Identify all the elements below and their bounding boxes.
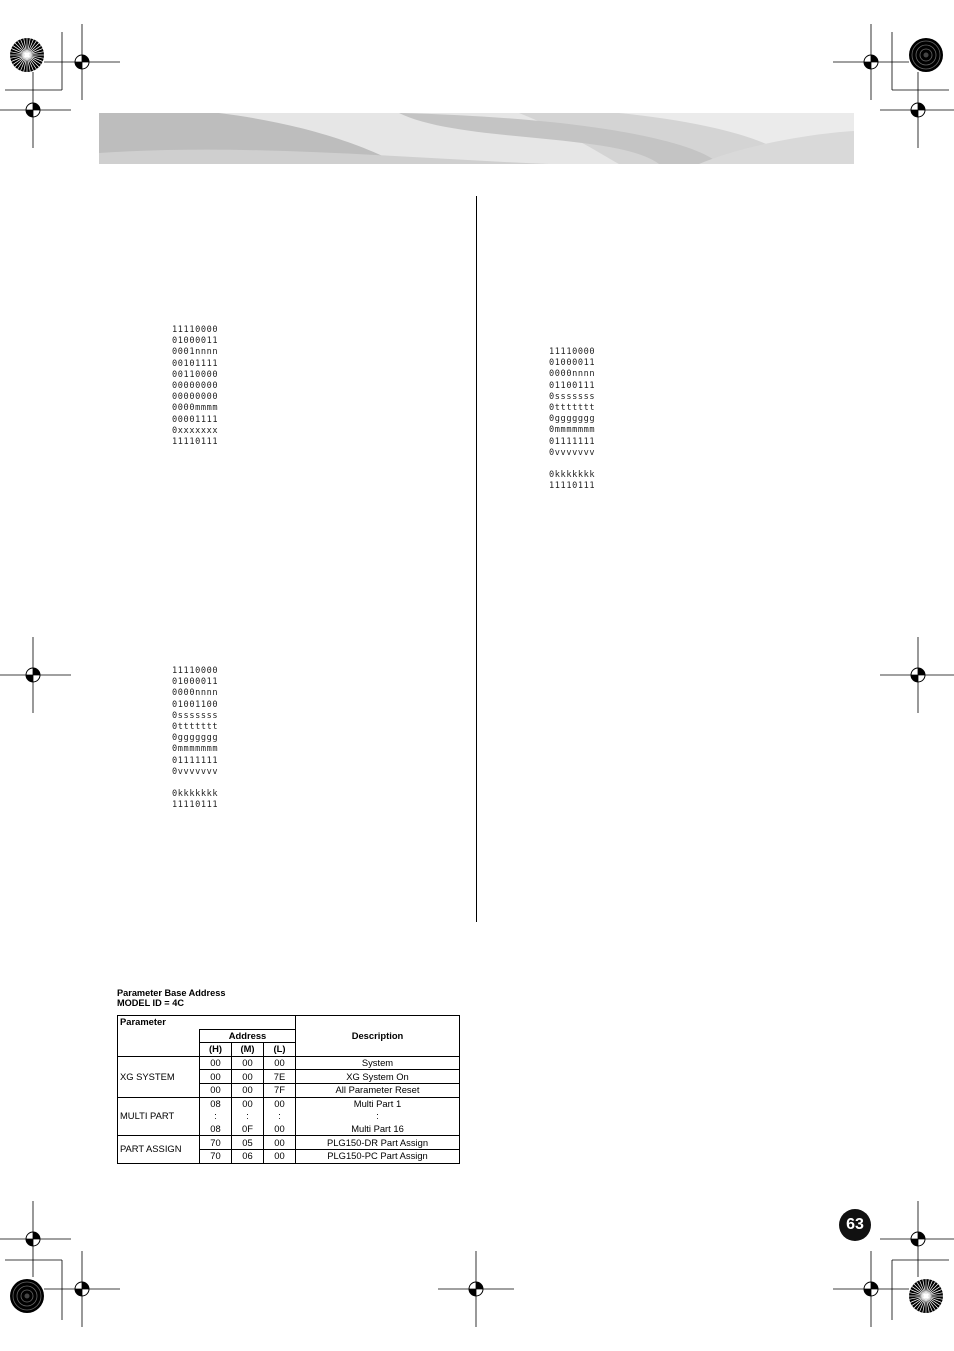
cell-m: 00 <box>232 1097 264 1110</box>
sysex-line: 0mmmmmmm <box>172 744 219 755</box>
registration-starburst-icon <box>909 1279 943 1313</box>
table-header-row <box>118 1016 460 1030</box>
sysex-line: 0kkkkkkk <box>172 789 219 800</box>
registration-rings-icon <box>909 38 943 72</box>
cell-h: 08 <box>200 1097 232 1110</box>
registration-target-icon <box>0 1201 71 1277</box>
table-row <box>118 1097 460 1110</box>
header-l: (L) <box>264 1043 296 1057</box>
sysex-line: 01000011 <box>549 358 596 369</box>
sysex-line <box>549 459 595 470</box>
sysex-block-1 <box>172 325 218 448</box>
registration-target-icon <box>880 1201 954 1277</box>
sysex-line: 11110000 <box>172 666 219 676</box>
cell-l: 00 <box>264 1123 296 1136</box>
parameter-base-address-table <box>117 1015 460 1164</box>
registration-rings-icon <box>10 1279 44 1313</box>
header-parameter: Parameter <box>118 1016 296 1030</box>
cell-desc: Multi Part 1 <box>296 1097 460 1110</box>
cell-desc: PLG150-DR Part Assign <box>296 1136 460 1150</box>
registration-target-icon <box>0 72 71 148</box>
registration-target-icon <box>833 24 909 100</box>
registration-target-icon <box>0 637 71 713</box>
sysex-line: 0000nnnn <box>172 688 219 699</box>
sysex-line: 01000011 <box>172 336 219 347</box>
sysex-line: 01111111 <box>172 755 219 766</box>
sysex-line: 0xxxxxxx <box>172 425 219 436</box>
column-divider <box>476 196 477 922</box>
sysex-line: 0sssssss <box>549 391 596 402</box>
sysex-line: 00001111 <box>172 414 219 425</box>
sysex-line: 0mmmmmmm <box>549 425 596 436</box>
group-name: PART ASSIGN <box>118 1136 200 1163</box>
registration-target-icon <box>880 72 954 148</box>
cell-l: 7E <box>264 1070 296 1084</box>
sysex-line: 0001nnnn <box>172 347 219 358</box>
page-number-badge: 63 <box>839 1209 871 1241</box>
sysex-line: 01000011 <box>172 677 219 688</box>
sysex-line: 11110111 <box>172 436 219 447</box>
cell-desc: XG System On <box>296 1070 460 1084</box>
cell-l: 00 <box>264 1097 296 1110</box>
registration-target-icon <box>438 1251 514 1327</box>
registration-starburst-icon <box>10 38 44 72</box>
cell-desc: : <box>296 1110 460 1123</box>
header-address: Address <box>200 1029 296 1043</box>
sysex-line: 00000000 <box>172 380 219 391</box>
cell-h: : <box>200 1110 232 1123</box>
cell-desc: Multi Part 16 <box>296 1123 460 1136</box>
cell-h: 70 <box>200 1136 232 1150</box>
cell-h: 00 <box>200 1083 232 1097</box>
cell-l: 7F <box>264 1083 296 1097</box>
cell-desc: All Parameter Reset <box>296 1083 460 1097</box>
cell-desc: PLG150-PC Part Assign <box>296 1149 460 1163</box>
group-name: XG SYSTEM <box>118 1056 200 1097</box>
table-title: Parameter Base Address <box>117 988 226 998</box>
sysex-line: 11110000 <box>549 347 596 357</box>
header-m: (M) <box>232 1043 264 1057</box>
header-description: Description <box>296 1016 460 1057</box>
cell-m: : <box>232 1110 264 1123</box>
sysex-line: 01100111 <box>549 380 596 391</box>
sysex-block-3 <box>549 347 595 492</box>
sysex-line: 0ttttttt <box>549 402 596 413</box>
sysex-line: 0sssssss <box>172 710 219 721</box>
sysex-line: 0vvvvvvv <box>549 447 596 458</box>
cell-m: 00 <box>232 1070 264 1084</box>
table-row <box>118 1056 460 1070</box>
sysex-line: 0000nnnn <box>549 369 596 380</box>
sysex-line: 0ggggggg <box>549 414 596 425</box>
group-name: MULTI PART <box>118 1097 200 1136</box>
sysex-line: 01001100 <box>172 699 219 710</box>
sysex-line: 11110111 <box>549 481 596 492</box>
sysex-line <box>172 778 218 789</box>
cell-l: 00 <box>264 1056 296 1070</box>
cell-h: 00 <box>200 1056 232 1070</box>
sysex-line: 0ggggggg <box>172 733 219 744</box>
table-subtitle: MODEL ID = 4C <box>117 998 184 1008</box>
header-h: (H) <box>200 1043 232 1057</box>
sysex-block-2 <box>172 666 218 811</box>
sysex-line: 0ttttttt <box>172 721 219 732</box>
sysex-line: 11110000 <box>172 325 219 335</box>
cell-m: 00 <box>232 1056 264 1070</box>
cell-m: 05 <box>232 1136 264 1150</box>
sysex-line: 01111111 <box>549 436 596 447</box>
registration-target-icon <box>44 1251 120 1327</box>
sysex-line: 00110000 <box>172 369 219 380</box>
sysex-line: 0vvvvvvv <box>172 766 219 777</box>
sysex-line: 0kkkkkkk <box>549 470 596 481</box>
registration-target-icon <box>833 1251 909 1327</box>
header-blank <box>118 1029 200 1056</box>
registration-target-icon <box>44 24 120 100</box>
sysex-line: 11110111 <box>172 800 219 811</box>
cell-h: 70 <box>200 1149 232 1163</box>
cell-m: 0F <box>232 1123 264 1136</box>
header-banner <box>99 113 854 164</box>
cell-h: 08 <box>200 1123 232 1136</box>
table-row <box>118 1136 460 1150</box>
cell-l: 00 <box>264 1136 296 1150</box>
sysex-line: 00101111 <box>172 358 219 369</box>
sysex-line: 0000mmmm <box>172 403 219 414</box>
registration-target-icon <box>880 637 954 713</box>
cell-desc: System <box>296 1056 460 1070</box>
cell-m: 06 <box>232 1149 264 1163</box>
sysex-line: 00000000 <box>172 392 219 403</box>
cell-l: : <box>264 1110 296 1123</box>
cell-h: 00 <box>200 1070 232 1084</box>
cell-l: 00 <box>264 1149 296 1163</box>
cell-m: 00 <box>232 1083 264 1097</box>
